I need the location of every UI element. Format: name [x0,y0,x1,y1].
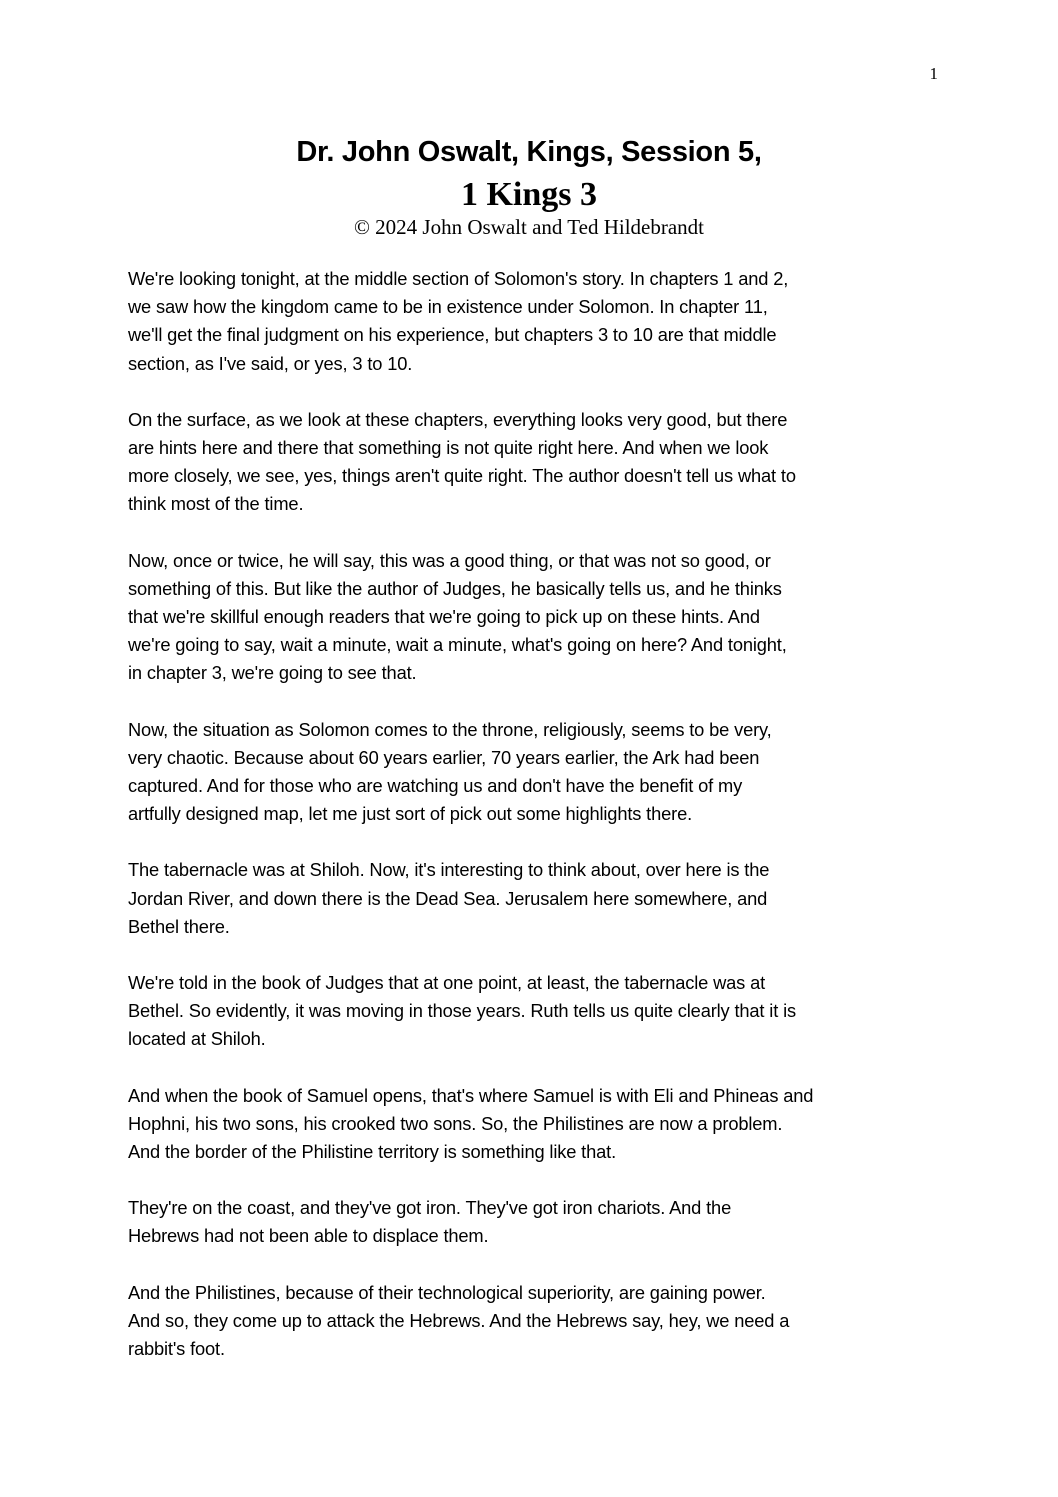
paragraph: We're looking tonight, at the middle section of Solomon's story. In chapters 1 and 2, we saw how the kingdom came to be in existence under Solomon. In chapter 11, we'll get the final judgment on his experience, but chapters 3 to 10 are that middle section, as I've said, or yes, 3 to 10. [128,268,789,374]
copyright-notice: © 2024 John Oswalt and Ted Hildebrandt [353,215,705,239]
paragraph: Now, once or twice, he will say, this was a good thing, or that was not so good, or something of this. But like the author of Judges, he basically tells us, and he thinks that we're skillful enough readers that we're going to pick up on these hints. And we're going to say, wait a minute, wait a minute, what's going on here? And tonight, in chapter 3, we're going to see that. [128,549,787,684]
paragraph: We're told in the book of Judges that at one point, at least, the tabernacle was at Bethel. So evidently, it was moving in those years. Ruth tells us quite clearly that it is located at Shiloh. [128,972,796,1050]
transcript-body [128,265,938,1391]
page-number: 1 [929,64,938,83]
paragraph: Now, the situation as Solomon comes to the throne, religiously, seems to be very, very chaotic. Because about 60 years earlier, 70 years earlier, the Ark had been captured. And for those who are watching us and don't have the benefit of my artfully designed map, let me just sort of pick out some highlights there. [128,718,772,825]
paragraph: They're on the coast, and they've got iron. They've got iron chariots. And the Hebrews had not been able to displace them. [128,1197,732,1247]
document-title: Dr. John Oswalt, Kings, Session 5, [296,136,762,168]
paragraph: The tabernacle was at Shiloh. Now, it's interesting to think about, over here is the Jordan River, and down there is the Dead Sea. Jerusalem here somewhere, and Bethel there. [128,859,770,937]
paragraph: On the surface, as we look at these chapters, everything looks very good, but there are hints here and there that something is not quite right here. And when we look more closely, we see, yes, things aren't quite right. The author doesn't tell us what to think most of the time. [128,408,796,515]
paragraph: And when the book of Samuel opens, that's where Samuel is with Eli and Phineas and Hophni, his two sons, his crooked two sons. So, the Philistines are now a problem. And the border of the Philistine territory is something like that. [128,1084,814,1163]
document-subtitle: 1 Kings 3 [460,176,598,213]
paragraph: And the Philistines, because of their technological superiority, are gaining power. And so, they come up to attack the Hebrews. And the Hebrews say, hey, we need a rabbit's foot. [128,1281,790,1360]
